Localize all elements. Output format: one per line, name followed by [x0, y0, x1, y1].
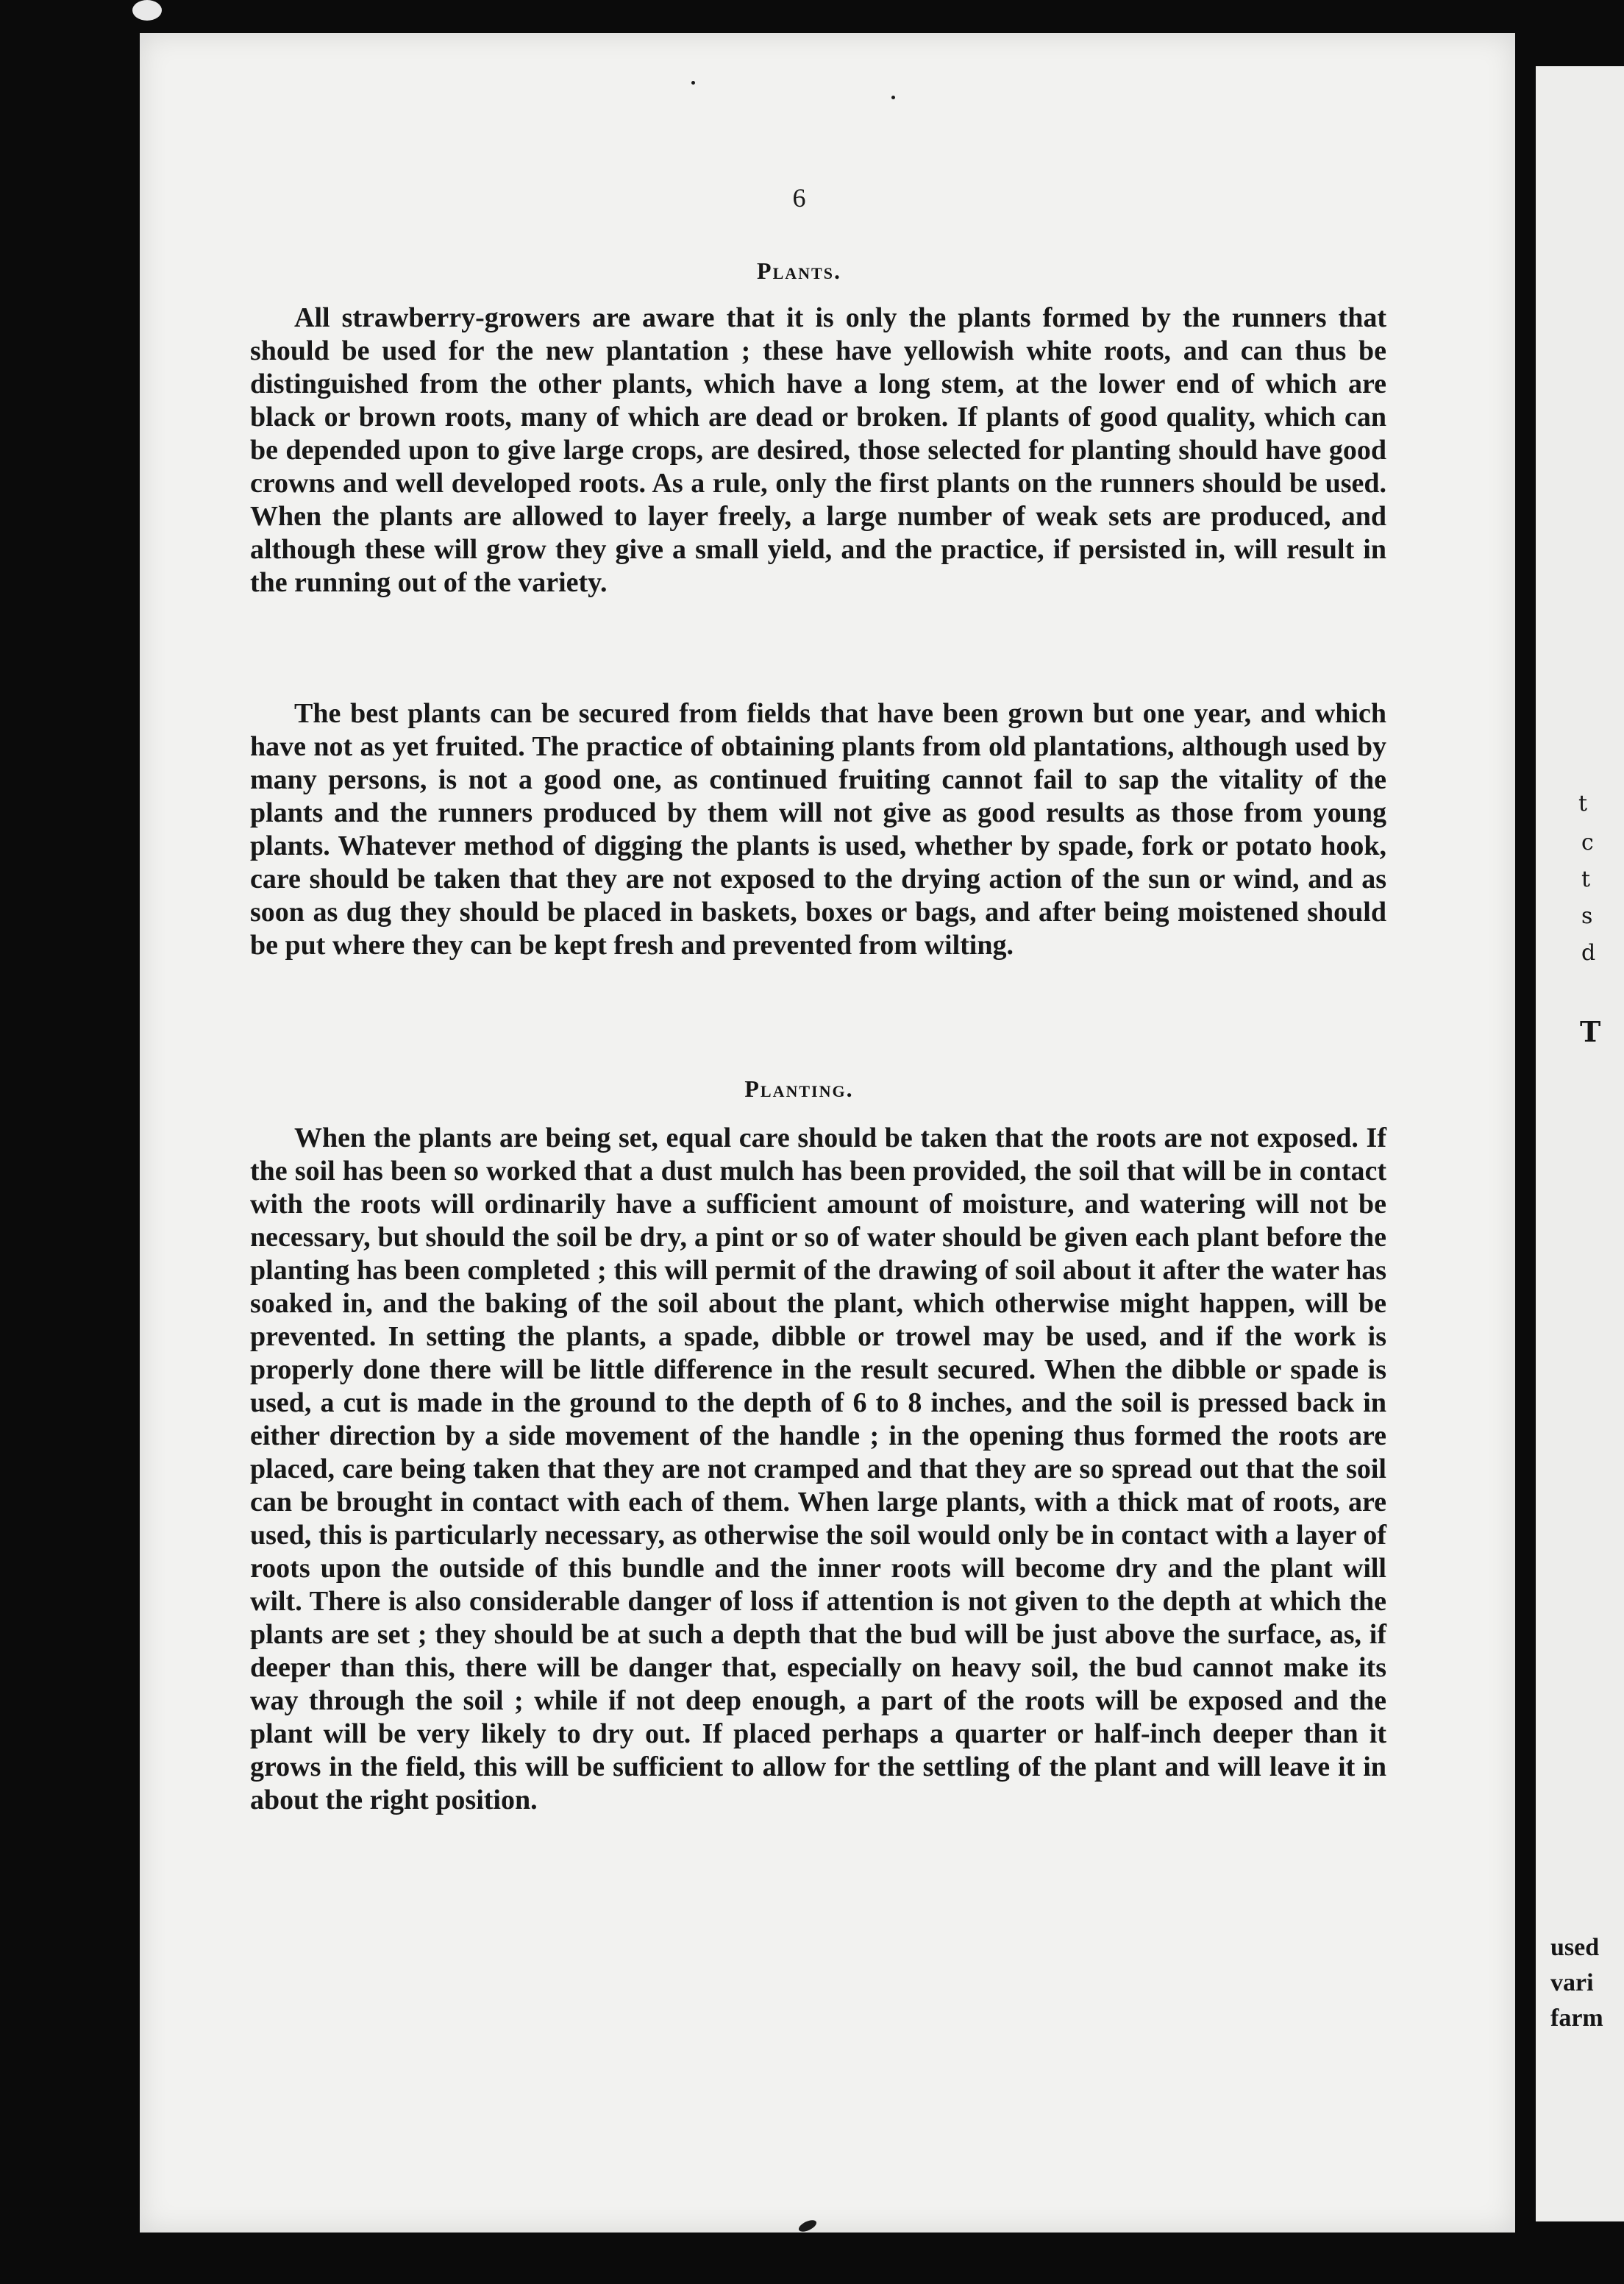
section-heading-plants: Plants. — [757, 257, 841, 284]
adjacent-bottom-lines — [1550, 1930, 1603, 2036]
paragraph: When the plants are being set, equal care should be taken that the roots are not exposed. If the soil has been so worked that a dust mulch has been provided, the soil that will be in contact with the roots will ordinarily have a sufficient amount of moisture, and watering will not be necessary, but should the soil be dry, a pint or so of water should be given each plant before the planting has been completed ; this will permit of the drawing of soil about it after the water has soaked in, and the baking of the soil about the plant, which otherwise might happen, will be prevented. In setting the plants, a spade, dibble or trowel may be used, and if the work is properly done there will be little difference in the result secured. When the dibble or spade is used, a cut is made in the ground to the depth of 6 to 8 inches, and the soil is pressed back in either direction by a side movement of the handle ; in the opening thus formed the roots are placed, care being taken that they are not cramped and that they are so spread out that the soil can be brought in contact with each of them. When large plants, with a thick mat of roots, are used, this is particularly necessary, as otherwise the soil would only be in contact with a layer of roots upon the outside of this bundle and the inner roots will become dry and the plant will wilt. There is also considerable danger of loss if attention is not given to the depth at which the plants are set ; they should be at such a depth that the bud will be just above the surface, as, if deeper than this, there will be danger that, especially on heavy soil, the bud cannot make its way through the soil ; while if not deep enough, a part of the roots will be exposed and the plant will be very likely to dry out. If placed perhaps a quarter or half-inch deeper than it grows in the field, this will be sufficient to allow for the settling of the plant and will leave it in about the right position. — [250, 1123, 1386, 1815]
adjacent-page-strip — [1536, 66, 1624, 2221]
paragraph: The best plants can be secured from fields that have been grown but one year, and which have not as yet fruited. The practice of obtaining plants from old plantations, although used by many persons, is not a good one, as continued fruiting cannot fail to sap the vitality of the plants and the runners produced by them will not give as good results as those from young plants. Whatever method of digging the plants is used, whether by spade, fork or potato hook, care should be taken that they are not exposed to the drying action of the sun or wind, and as soon as dug they should be placed in baskets, boxes or bags, and after being moistened should be put where they can be kept fresh and prevented from wilting. — [250, 698, 1386, 961]
adjacent-line: vari — [1550, 1969, 1594, 1996]
adjacent-fragment: d — [1581, 940, 1596, 966]
scan-speck — [691, 81, 695, 85]
adjacent-line: used — [1550, 1934, 1600, 1961]
adjacent-fragment: s — [1581, 903, 1593, 929]
adjacent-line: farm — [1550, 2004, 1603, 2032]
section-heading-planting: Planting. — [744, 1075, 854, 1102]
adjacent-fragment: t — [1578, 791, 1588, 817]
scan-speck — [891, 96, 895, 99]
adjacent-fragment: T — [1580, 1015, 1601, 1048]
paragraph: All strawberry-growers are aware that it is only the plants formed by the runners that should be used for the new plantation ; these have yellowish white roots, and can thus be distinguished from the other plants, which have a long stem, at the lower end of which are black or brown roots, many of which are dead or broken. If plants of good quality, which can be depended upon to give large crops, are desired, those selected for planting should have good crowns and well developed roots. As a rule, only the first plants on the runners should be used. When the plants are allowed to layer freely, a large number of weak sets are produced, and although these will grow they give a small yield, and the practice, if persisted in, will result in the running out of the variety. — [250, 302, 1386, 598]
adjacent-fragment: c — [1581, 830, 1594, 855]
page-number: 6 — [792, 183, 806, 213]
scan-speck — [132, 0, 162, 21]
adjacent-fragment: t — [1581, 867, 1591, 892]
